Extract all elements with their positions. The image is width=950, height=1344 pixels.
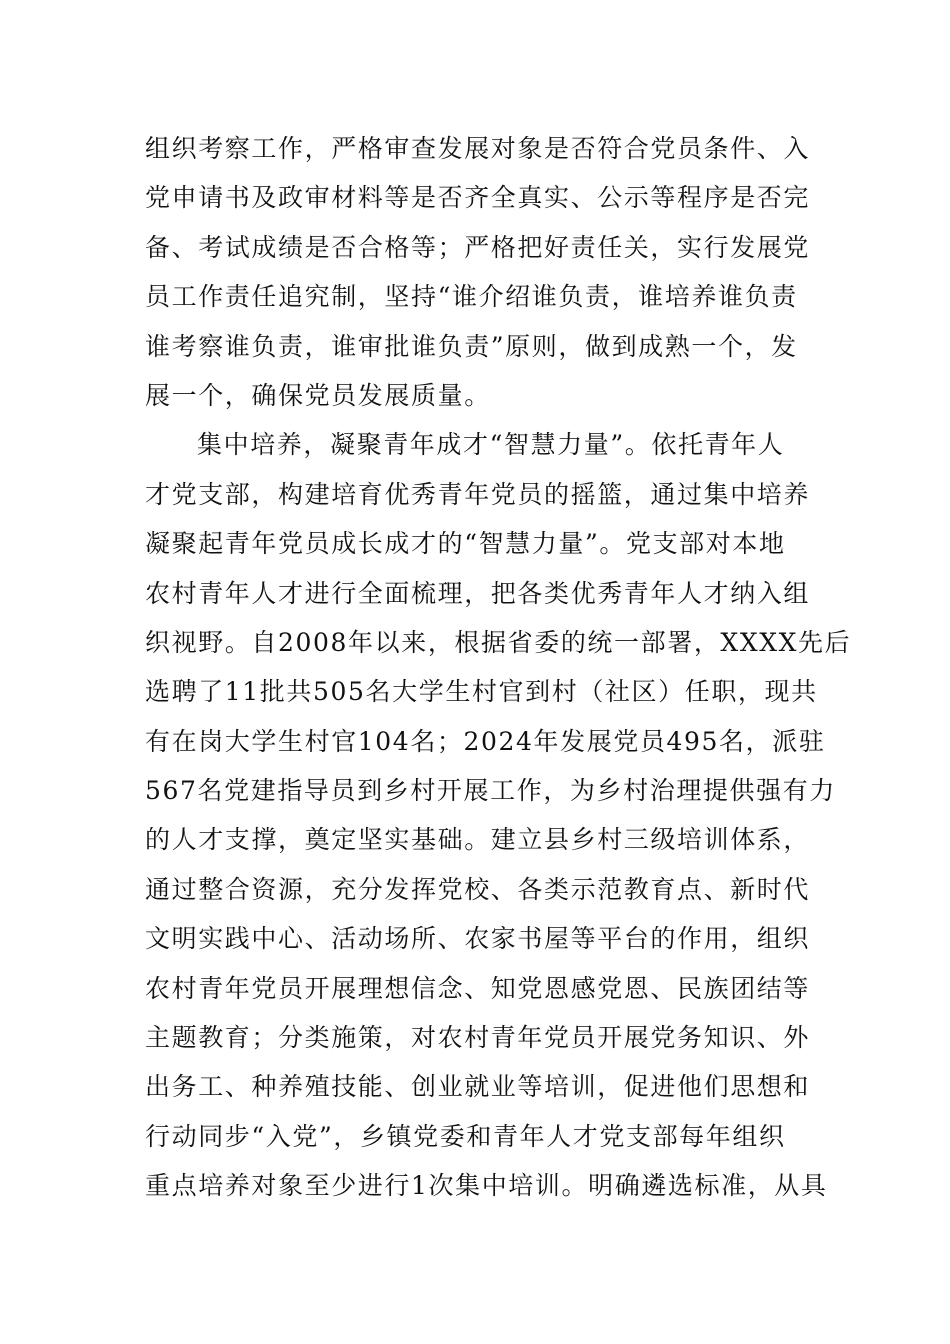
text-line: 文明实践中心、活动场所、农家书屋等平台的作用，组织 bbox=[145, 924, 811, 954]
text-line: 通过整合资源，充分发挥党校、各类示范教育点、新时代 bbox=[145, 874, 811, 904]
text-line: 的人才支撑，奠定坚实基础。建立县乡村三级培训体系， bbox=[145, 825, 811, 855]
text-line: 农村青年人才进行全面梳理，把各类优秀青年人才纳入组 bbox=[145, 578, 811, 608]
text-line: 行动同步“入党”，乡镇党委和青年人才党支部每年组织 bbox=[145, 1121, 786, 1151]
text-line: 567名党建指导员到乡村开展工作，为乡村治理提供强有力 bbox=[145, 776, 836, 806]
text-line: 员工作责任追究制，坚持“谁介绍谁负责，谁培养谁负责 bbox=[145, 282, 798, 312]
text-line: 谁考察谁负责，谁审批谁负责”原则，做到成熟一个，发 bbox=[145, 331, 798, 361]
text-line: 党申请书及政审材料等是否齐全真实、公示等程序是否完 bbox=[145, 183, 811, 213]
body-text bbox=[145, 124, 852, 1211]
text-line: 备、考试成绩是否合格等；严格把好责任关，实行发展党 bbox=[145, 232, 811, 262]
text-line: 出务工、种养殖技能、创业就业等培训，促进他们思想和 bbox=[145, 1072, 811, 1102]
text-line: 展一个，确保党员发展质量。 bbox=[145, 380, 491, 410]
text-line: 选聘了11批共505名大学生村官到村（社区）任职，现共 bbox=[145, 677, 818, 707]
text-line: 农村青年党员开展理想信念、知党恩感党恩、民族团结等 bbox=[145, 973, 811, 1003]
text-line: 主题教育；分类施策，对农村青年党员开展党务知识、外 bbox=[145, 1023, 811, 1053]
text-line: 重点培养对象至少进行1次集中培训。明确遴选标准，从具 bbox=[145, 1171, 828, 1201]
text-line: 才党支部，构建培育优秀青年党员的摇篮，通过集中培养 bbox=[145, 479, 811, 509]
paragraph-start-line: 集中培养，凝聚青年成才“智慧力量”。依托青年人 bbox=[197, 430, 785, 460]
text-line: 织视野。自2008年以来，根据省委的统一部署，XXXX先后 bbox=[145, 627, 852, 657]
text-line: 组织考察工作，严格审查发展对象是否符合党员条件、入 bbox=[145, 134, 811, 163]
text-line: 有在岗大学生村官104名；2024年发展党员495名，派驻 bbox=[145, 726, 826, 756]
text-line: 凝聚起青年党员成长成才的“智慧力量”。党支部对本地 bbox=[145, 529, 786, 559]
